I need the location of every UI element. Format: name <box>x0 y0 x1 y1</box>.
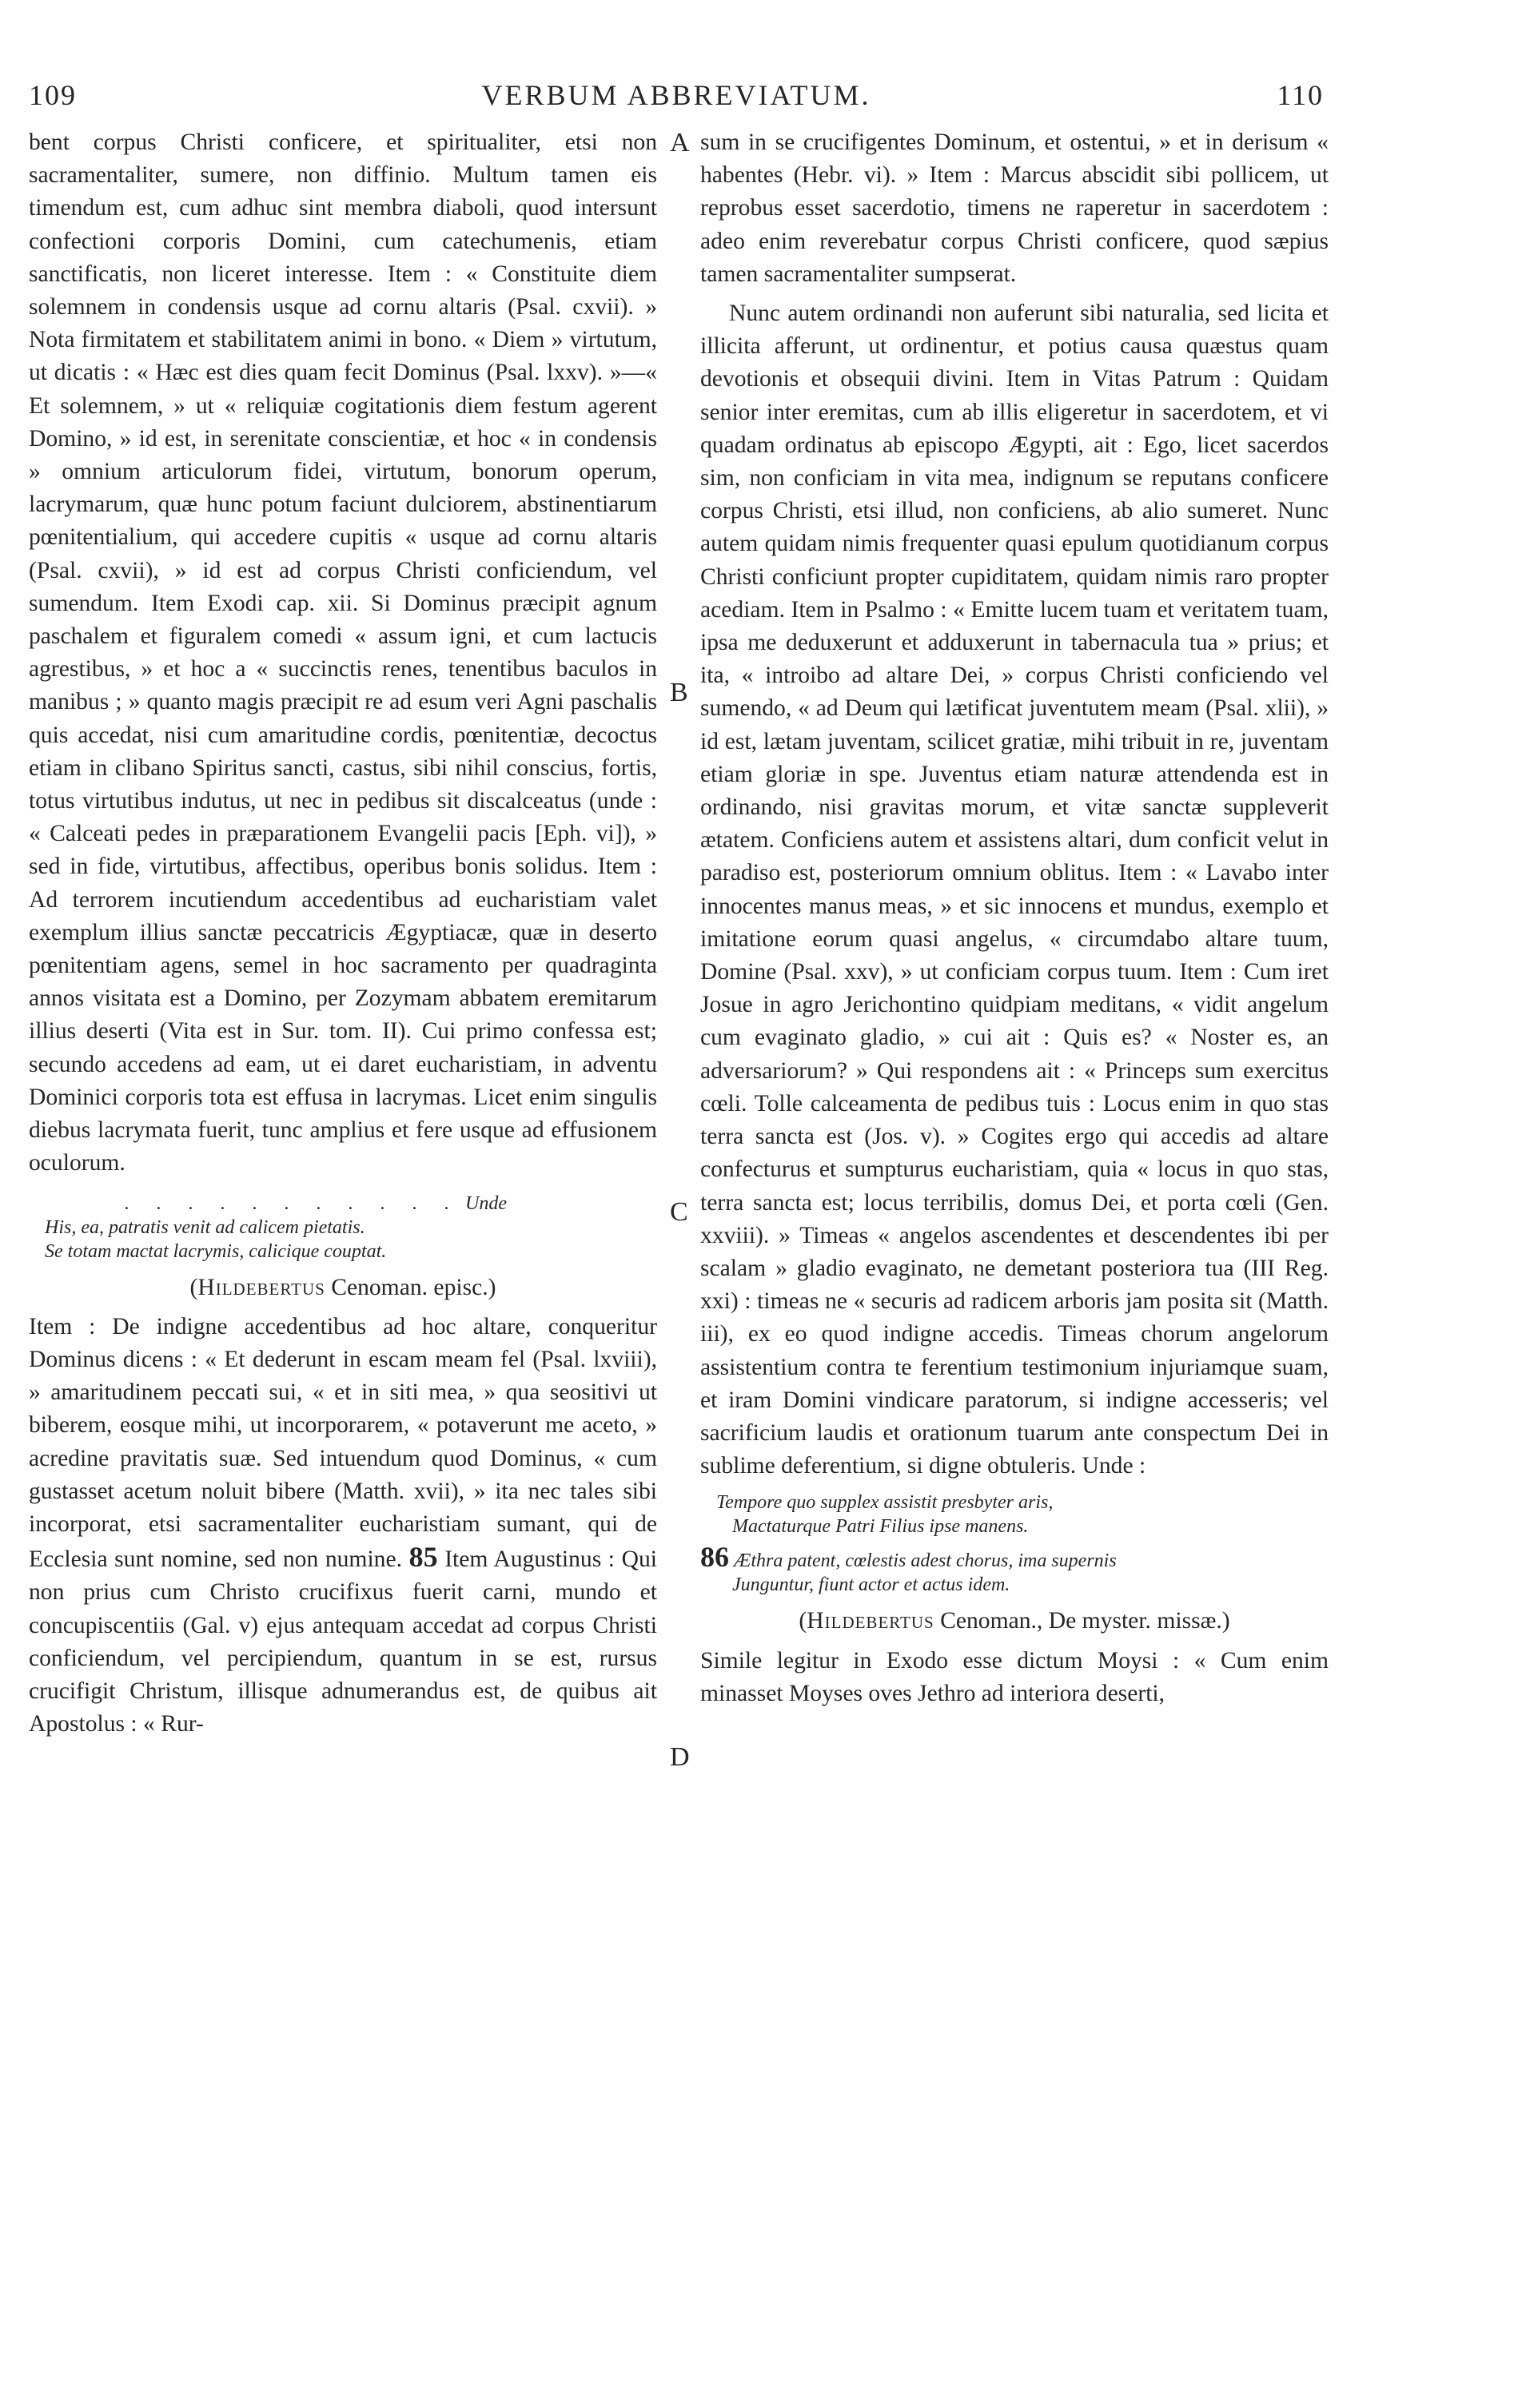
running-title: VERBUM ABBREVIATUM. <box>481 79 871 111</box>
left-paragraph-2-text: Item : De indigne accedentibus ad hoc altare, conqueritur Dominus dicens : « Et dederunt in escam meam fel (Psal. lxviii), » amaritudinem peccati sui, « et in siti mea, » qua seositivi ut biberem, eosque mihi, ut incorporarem, « potaverunt me aceto, » acredine pravitatis suæ. Sed intuendum quod Dominus, « cum gustasset acetum noluit bibere (Matth. xvii), » ita nec tales sibi incorporat, etsi sacramentaliter eucharistiam sumant, qui de Ecclesia sunt nomine, sed non numine. <box>29 1313 657 1573</box>
right-verse-2 <box>700 1541 1329 1597</box>
left-paragraph-2-tail: Item Augustinus : Qui non prius cum Christo crucifixus fuerit carni, mundo et concupiscentiis (Gal. v) ejus antequam accedat ad corpus Christi conficiendum, vel percipiendum, quantum in se est, rursus crucifigit Christum, illisque adnumerandus est, de quibus ait Apostolus : « Rur- <box>29 1546 658 1737</box>
left-column <box>29 126 657 1747</box>
right-attribution: (Hildebertus Cenoman., De myster. missæ.) <box>799 1608 1230 1634</box>
right-verse-2-line-2: Junguntur, fiunt actor et actus idem. <box>732 1574 1010 1596</box>
section-number-85: 85 <box>408 1541 438 1574</box>
page-number-left: 109 <box>29 79 77 111</box>
running-header <box>29 74 1324 121</box>
margin-marker-b: B <box>670 678 688 707</box>
attribution-source: Cenoman. episc.) <box>331 1274 496 1300</box>
margin-marker-a: A <box>670 128 690 157</box>
attribution-author: Hildebertus <box>197 1274 325 1300</box>
left-verse <box>29 1192 657 1264</box>
right-attribution-source: Cenoman., De myster. missæ.) <box>940 1608 1230 1634</box>
right-paragraph-1: sum in se crucifigentes Dominum, et ostentui, » et in derisum « habentes (Hebr. vi). » Item : Marcus abscidit sibi pollicem, ut reprobus esset sacerdotio, timens ne raperetur in sacerdotem : adeo enim reverebatur corpus Christi conficere, quod sæpius tamen sacramentaliter sumpserat. <box>700 129 1329 287</box>
right-paragraph-2: Nunc autem ordinandi non auferunt sibi naturalia, sed licita et illicita afferunt, ut ordinentur, et potius causa quæstus quam devotionis et obsequii divini. Item in Vitas Patrum : Quidam senior inter eremitas, cum ab illis eligeretur in sacerdotem, et vi quadam ordinatus ab episcopo Ægypti, ait : Ego, licet sacerdos sim, non conficiam in vita mea, indignum se reputans conficere corpus Christi, etsi illud, non conficiens, ab alio sumeret. Nunc autem quidam nimis frequenter quasi epulum quotidianum corpus Christi conficiunt propter cupiditatem, quidam nimis raro propter acediam. Item in Psalmo : « Emitte lucem tuam et veritatem tuam, ipsa me deduxerunt et adduxerunt in tabernacula tua » prius; et ita, « introibo ad altare Dei, » corpus Christi conficiendo vel sumendo, « ad Deum qui lætificat juventutem meam (Psal. xlii), » id est, lætam juventam, scilicet gratiæ, mihi tribuit in re, juventam etiam gloriæ in spe. Juventus etiam naturæ attendenda est in ordinando, nisi gravitas morum, et vitæ sanctæ suppleverit ætatem. Conficiens autem et assistens altari, dum conficit velut in paradiso est, posteriorum omnium oblitus. Item : « Lavabo inter innocentes manus meas, » et sic innocens et mundus, exemplo et imitatione eorum quasi angelus, « circumdabo altare tuum, Domine (Psal. xxv), » ut conficiam corpus tuum. Item : Cum iret Josue in agro Jerichontino quidpiam meditans, « vidit angelum cum evaginato gladio, » cui ait : Quis es? « Noster es, an adversariorum? » Qui respondens ait : « Princeps sum exercitus cœli. Tolle calceamenta de pedibus tuis : Locus enim in quo stas terra sancta est (Jos. v). » Cogites ergo qui accedis ad altare confecturus et sumpturus eucharistiam, quia « locus in quo stas, terra sancta est; locus terribilis, domus Dei, et porta cœli (Gen. xxviii). » Timeas « angelos ascendentes et descendentes ibi per scalam » gladio evaginato, ne demetant posteriora tua (III Reg. xxi) : timeas ne « securis ad radicem arboris jam posita sit (Matth. iii), ex eo quod indigne accedis. Timeas chorum angelorum assistentium contra te ferentium testimonium injuriamque suam, et iram Domini vindicare paratorum, si indigne accesseris; vel sacrificium laudis et orationum tuarum ante conspectum Dei in sublime deferentium, si digne obtuleris. Unde : <box>700 301 1329 1479</box>
margin-marker-c: C <box>670 1197 688 1227</box>
verse-unde-line <box>29 1192 657 1216</box>
left-paragraph-2 <box>29 1311 657 1741</box>
margin-marker-d: D <box>670 1742 690 1772</box>
verse-ellipsis: . . . . . . . . . . . <box>125 1192 460 1214</box>
left-attribution: (Hildebertus Cenoman. episc.) <box>189 1274 496 1300</box>
section-number-86: 86 <box>700 1541 729 1574</box>
right-verse-1-line-2: Mactaturque Patri Filius ipse manens. <box>732 1516 1029 1538</box>
right-verse-1 <box>700 1491 1329 1538</box>
verse-line-2: Se totam mactat lacrymis, calicique couptat. <box>45 1240 387 1262</box>
right-paragraph-3: Simile legitur in Exodo esse dictum Moysi : « Cum enim minasset Moyses oves Jethro ad interiora deserti, <box>700 1647 1329 1706</box>
right-verse-2-line-1 <box>700 1541 1329 1574</box>
verse-line-unde: Unde <box>465 1192 507 1214</box>
right-verse-2-line-1-text: Æthra patent, cœlestis adest chorus, ima supernis <box>734 1550 1117 1572</box>
right-verse-1-line-1: Tempore quo supplex assistit presbyter aris, <box>716 1492 1054 1514</box>
verse-line-1: His, ea, patratis venit ad calicem pietatis. <box>45 1216 365 1238</box>
right-attribution-author: Hildebertus <box>807 1608 934 1634</box>
right-column <box>700 126 1329 1717</box>
left-paragraph-1: bent corpus Christi conficere, et spiritualiter, etsi non sacramentaliter, sumere, non diffinio. Multum tamen eis timendum est, cum adhuc sint membra diaboli, quod intersunt confectioni corporis Domini, cum catechumenis, etiam sanctificatis, non liceret interesse. Item : « Constituite diem solemnem in condensis usque ad cornu altaris (Psal. cxvii). » Nota firmitatem et stabilitatem animi in bono. « Diem » virtutum, ut dicatis : « Hæc est dies quam fecit Dominus (Psal. lxxv). »—« Et solemnem, » ut « reliquiæ cogitationis diem festum agerent Domino, » id est, in serenitate conscientiæ, et hoc « in condensis » omnium articulorum fidei, virtutum, bonorum operum, lacrymarum, quæ hunc potum faciunt dulciorem, abstinentiarum pœnitentialium, qui accedere cupitis « usque ad cornu altaris (Psal. cxvii), » id est ad corpus Christi conficiendum, vel sumendum. Item Exodi cap. xii. Si Dominus præcipit agnum paschalem et figuralem comedi « assum igni, et cum lactucis agrestibus, » et hoc a « succinctis renes, tenentibus baculos in manibus ; » quanto magis præcipit re ad esum veri Agni paschalis quis accedat, nisi cum amaritudine cordis, pœnitentiæ, decoctus etiam in clibano Spiritus sancti, castus, sibi nihil conscius, fortis, totus virtutibus indutus, ut nec in pedibus sit discalceatus (unde : « Calceati pedes in præparationem Evangelii pacis [Eph. vi]), » sed in fide, virtutibus, affectibus, operibus bonis solidus. Item : Ad terrorem incutiendum accedentibus ad eucharistiam valet exemplum illius sanctæ peccatricis Ægyptiacæ, quæ in deserto pœnitentiam agens, semel in hoc sacramento per quadraginta annos visitata est a Domino, per Zozymam abbatem eremitarum illius deserti (Vita est in Sur. tom. II). Cui primo confessa est; secundo accedens ad eam, ut ei daret eucharistiam, in adventu Dominici corporis tota est effusa in lacrymas. Licet enim singulis diebus lacrymata fuerit, tunc amplius et fere usque ad effusionem oculorum. <box>29 129 657 1176</box>
page-number-right: 110 <box>1277 79 1324 111</box>
